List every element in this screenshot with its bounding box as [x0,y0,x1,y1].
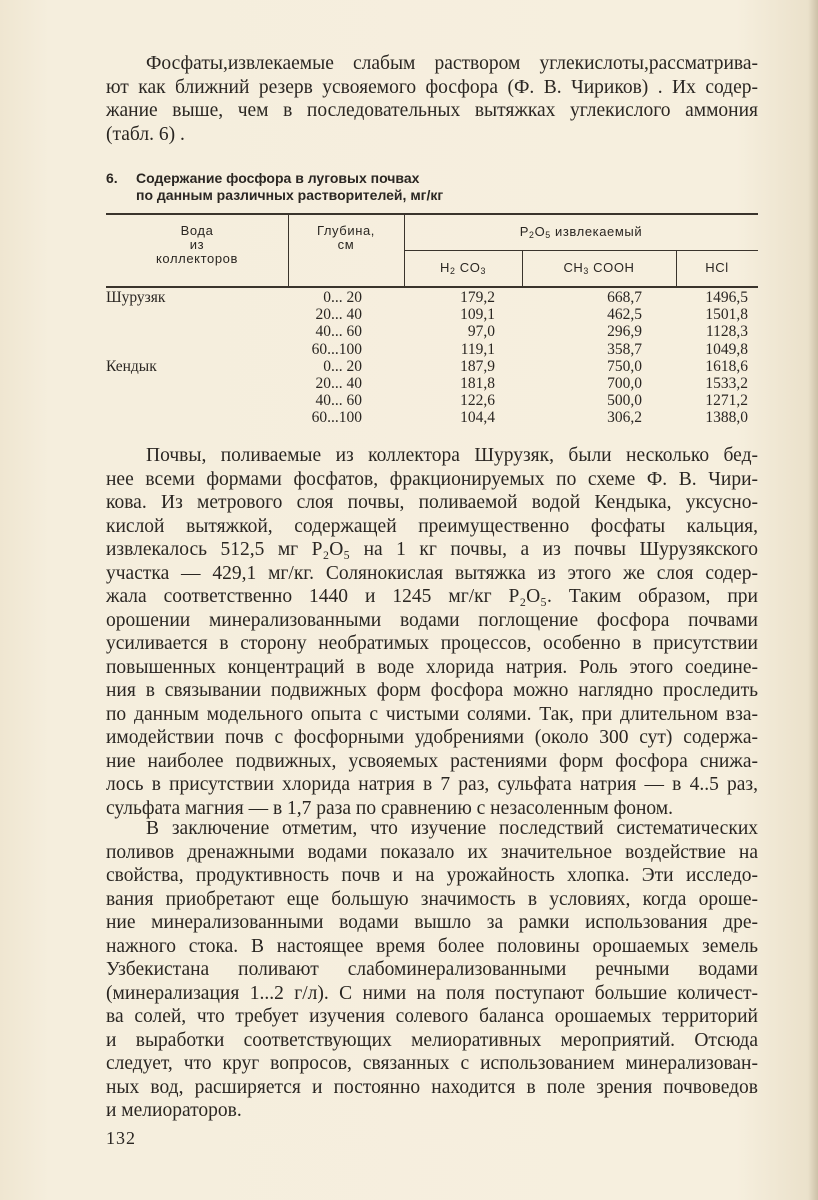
header-text: см [337,237,355,252]
table-row [106,341,758,358]
text-line: имодействии почв с фосфорными удобрениями (около 300 сут) содержа- [106,727,758,748]
table-body [106,289,758,427]
text-line: поливов дренажными водами показало их значительное воздействие на [106,841,758,863]
text-line: участка — 429,1 мг/кг. Солянокислая вытяжка из этого же слоя содер- [106,562,758,584]
row-depth: 60...100 [311,409,362,427]
row-depth: 20... 40 [315,306,362,324]
text-line: ние минерализованными водами вышло за рамки использования дре- [106,912,758,933]
header-water-source [106,224,288,266]
text-line: (минерализация 1...2 г/л). С ними на поля поступают большие количест- [106,982,758,1004]
row-h2co3-value: 122,6 [460,392,495,410]
row-hcl-value: 1533,2 [705,374,748,392]
row-depth: 20... 40 [315,374,362,392]
header-text: из [189,237,205,252]
row-h2co3-value: 181,8 [460,374,495,392]
subscript: 3 [583,266,589,277]
table-row [106,358,758,375]
text-line: ние наиболее подвижных, усвояемых растениями форм фосфора снижа- [106,750,758,772]
row-hcl-value: 1049,8 [705,340,748,358]
text-line: усиливается в сторону необратимых процессов, особенно в присутствии [106,633,758,654]
text-line: свойства, продуктивность почв и на урожайность хлопка. Эти исследо- [106,865,758,886]
text-line: вания приобретают еще большую значимость в условиях, когда ороше- [106,888,758,910]
header-h2co3 [404,261,522,275]
text-line: жание выше, чем в последовательных вытяжках углекислого аммония [106,100,758,121]
text-line: и мелиораторов. [106,1100,242,1121]
paragraph-shuruzyak-soils [106,444,758,820]
row-hcl-value: 1128,3 [705,323,748,341]
row-ch3cooh-value: 750,0 [607,357,642,375]
header-text: Вода [180,223,214,238]
text-line: В заключение отметим, что изучение последствий систематических [146,818,758,839]
text-line: повышенных концентраций в воде хлорида натрия. Роль этого соедине- [106,656,758,678]
header-text: извлекаемый [550,224,643,239]
text-line: кислой вытяжкой, содержащей преимущественно фосфаты кальция, [106,515,758,537]
text-line: (табл. 6) . [106,123,185,145]
page-number: 132 [106,1128,136,1148]
table-row [106,323,758,340]
row-water-source: Кендык [106,357,157,375]
row-ch3cooh-value: 700,0 [607,374,642,392]
row-hcl-value: 1388,0 [705,409,748,427]
subscript: 3 [480,266,486,277]
row-h2co3-value: 97,0 [467,323,495,341]
header-text: COOH [588,260,635,275]
text-line: жала соответственно 1440 и 1245 мг/кг P₂O₅. Таким образом, при [106,586,758,607]
header-hcl: HCl [705,260,729,275]
row-hcl-value: 1271,2 [705,392,748,410]
table-caption [106,170,746,204]
header-text: CO [455,260,481,275]
row-depth: 0... 20 [323,289,362,306]
table-row [106,306,758,323]
text-line: извлекалось 512,5 мг P₂O₅ на 1 кг почвы, а из почвы Шурузякского [106,539,758,560]
table-row [106,375,758,392]
row-hcl-value: 1618,6 [705,357,748,375]
text-line: по данным модельного опыта с чистыми солями. Так, при длительном вза- [106,703,758,725]
text-line: следует, что круг вопросов, связанных с использованием минерализован- [106,1053,758,1074]
row-h2co3-value: 104,4 [460,409,495,427]
row-ch3cooh-value: 358,7 [607,340,642,358]
table-row [106,392,758,409]
text-line: ния в связывании подвижных форм фосфора можно наглядно проследить [106,680,758,701]
table-title-line-2: по данным различных растворителей, мг/кг [136,187,444,203]
table-top-rule [106,213,758,215]
row-hcl-value: 1496,5 [705,289,748,306]
header-text: CH [563,260,584,275]
row-depth: 40... 60 [315,392,362,410]
header-text: Глубина, [316,223,376,238]
subscript: 5 [545,230,551,241]
text-line: лось в присутствии хлорида натрия в 7 раз, сульфата натрия — в 4..5 раз, [106,774,758,795]
text-line: Узбекистана поливают слабоминерализованными речными водами [106,959,758,980]
row-ch3cooh-value: 306,2 [607,409,642,427]
header-text: коллекторов [155,251,239,266]
paragraph-conclusion [106,817,758,1123]
table-title-line-1: Содержание фосфора в луговых почвах [136,170,420,186]
header-ch3cooh [522,261,676,275]
table-header-bottom-rule [106,286,758,288]
table-subheader-rule [404,250,758,251]
text-line: кова. Из метрового слоя почвы, поливаемой водой Кендыка, уксусно- [106,492,758,513]
row-h2co3-value: 119,1 [460,340,495,358]
text-line: ва солей, что требует изучения солевого баланса орошаемых территорий [106,1006,758,1027]
text-line: нажного стока. В настоящее время более половины орошаемых земель [106,935,758,957]
text-line: орошении минерализованными водами поглощение фосфора почвами [106,609,758,631]
table-row [106,409,758,426]
row-h2co3-value: 187,9 [460,357,495,375]
row-ch3cooh-value: 500,0 [607,392,642,410]
row-h2co3-value: 179,2 [460,289,495,306]
text-line: сульфата магния — в 1,7 раза по сравнению с незасоленным фоном. [106,797,673,819]
header-depth [288,224,404,252]
paragraph-phosphate-reserve [106,52,758,146]
text-line: Почвы, поливаемые из коллектора Шурузяк, были несколько бед- [146,445,758,466]
header-text: H [440,260,451,275]
page-edge-shadow [808,0,818,1200]
row-hcl-value: 1501,8 [705,306,748,324]
row-depth: 40... 60 [315,323,362,341]
text-line: Фосфаты,извлекаемые слабым раствором углекислоты,рассматрива- [146,53,758,74]
table-row [106,289,758,306]
subscript: 2 [450,266,456,277]
text-line: и выработки соответствующих мелиоративных мероприятий. Отсюда [106,1029,758,1051]
header-p2o5-extracted [404,225,758,239]
header-text: O [534,224,546,239]
row-ch3cooh-value: 668,7 [607,289,642,306]
subscript: 2 [529,230,535,241]
text-line: ных вод, расширяется и постоянно находится в поле зрения почвоведов [106,1076,758,1098]
row-ch3cooh-value: 462,5 [607,306,642,324]
row-depth: 0... 20 [323,357,362,375]
text-line: ют как ближний резерв усвояемого фосфора (Ф. В. Чириков) . Их содер- [106,76,758,98]
table-number: 6. [106,170,118,186]
header-text: P [519,224,530,239]
text-line: нее всеми формами фосфатов, фракционируемых по схеме Ф. В. Чири- [106,468,758,490]
row-h2co3-value: 109,1 [460,306,495,324]
row-depth: 60...100 [311,340,362,358]
row-ch3cooh-value: 296,9 [607,323,642,341]
row-water-source: Шурузяк [106,289,166,306]
